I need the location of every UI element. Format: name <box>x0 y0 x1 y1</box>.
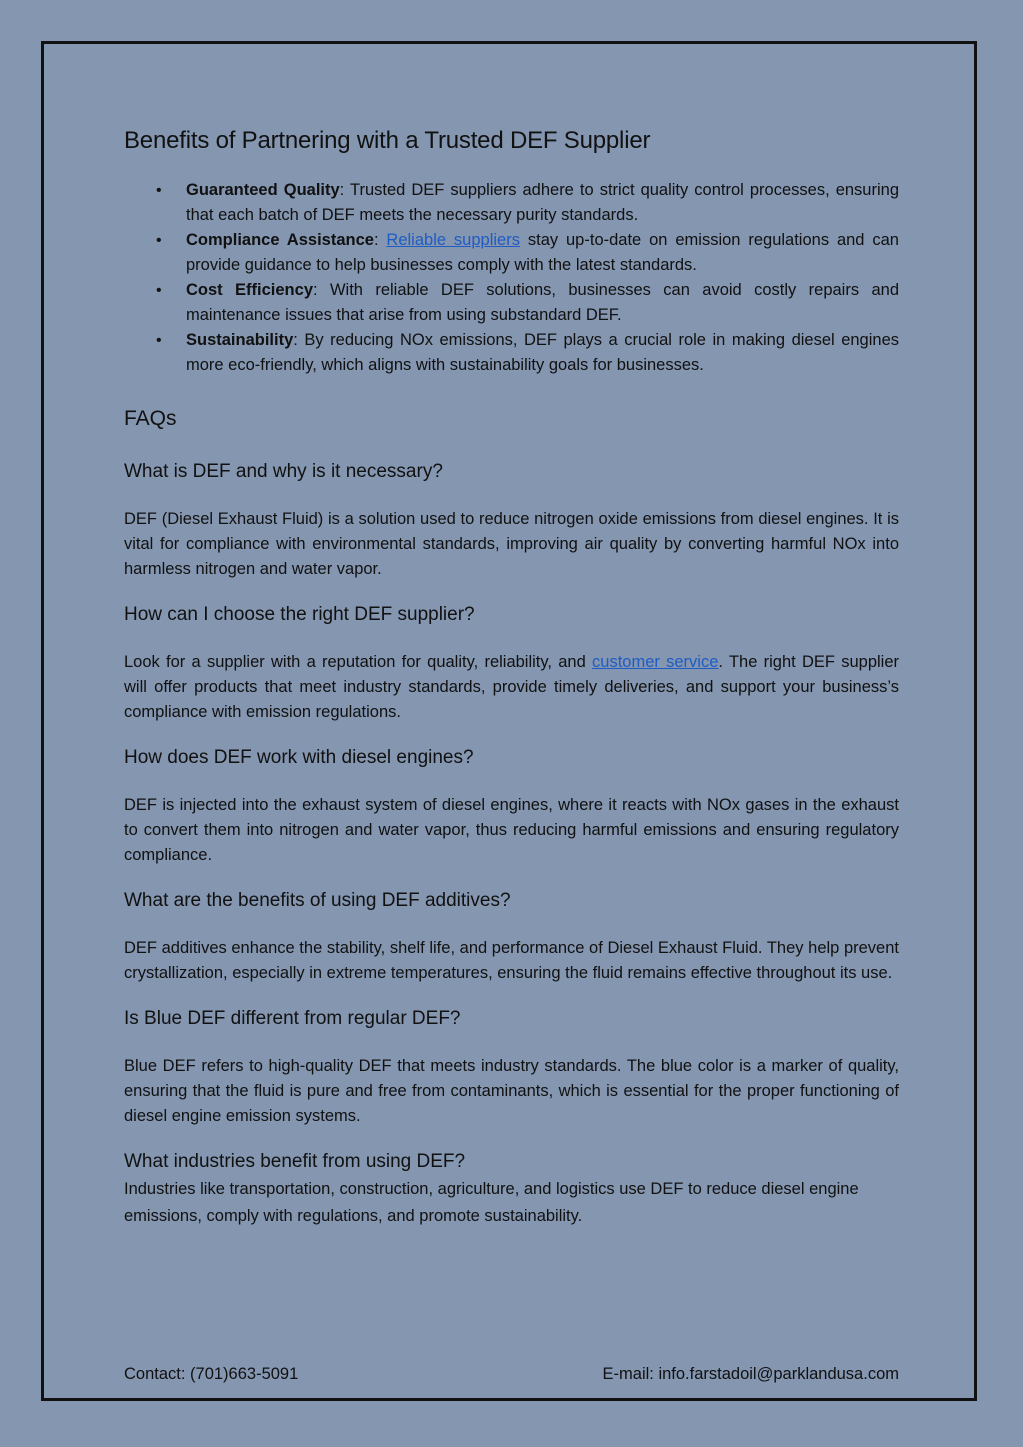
list-item <box>124 328 899 378</box>
faq-answer: Blue DEF refers to high-quality DEF that meets industry standards. The blue color is a marker of quality, ensuring that the fluid is pure and free from contaminants, which is essential for the proper functioning of diesel engine emission systems. <box>124 1057 899 1125</box>
faq-question: Is Blue DEF different from regular DEF? <box>124 1008 461 1029</box>
benefit-text: : By reducing NOx emissions, DEF plays a crucial role in making diesel engines more eco-friendly, which aligns with sustainability goals for businesses. <box>186 331 899 374</box>
benefit-title: Compliance Assistance <box>186 231 374 249</box>
list-item <box>124 228 899 278</box>
benefit-text: stay up-to-date on emission regulations and can provide guidance to help businesses comply with the latest standards. <box>186 231 899 274</box>
faq-answer-prefix: Look for a supplier with a reputation for quality, reliability, and <box>124 653 593 671</box>
list-item <box>124 178 899 228</box>
document-content <box>124 124 899 1230</box>
bullet-icon: • <box>156 182 162 199</box>
contact-phone: Contact: (701)663-5091 <box>124 1365 299 1383</box>
benefit-text-prefix: : <box>373 231 387 249</box>
faq-question: What are the benefits of using DEF additives? <box>124 890 511 911</box>
benefit-title: Sustainability <box>186 331 294 349</box>
benefit-text: : Trusted DEF suppliers adhere to strict quality control processes, ensuring that each batch of DEF meets the necessary purity standards. <box>186 181 899 224</box>
bullet-icon: • <box>156 232 162 249</box>
benefit-title: Cost Efficiency <box>186 281 313 299</box>
reliable-suppliers-link[interactable]: Reliable suppliers <box>386 231 520 249</box>
faq-answer: DEF additives enhance the stability, shelf life, and performance of Diesel Exhaust Fluid. They help prevent crystallization, especially in extreme temperatures, ensuring the fluid remains effective throughout its use. <box>124 939 899 982</box>
faq-answer: DEF is injected into the exhaust system of diesel engines, where it reacts with NOx gases in the exhaust to convert them into nitrogen and water vapor, thus reducing harmful emissions and ensuring regulatory compliance. <box>124 796 899 864</box>
benefits-list <box>124 178 899 378</box>
list-item <box>124 278 899 328</box>
faq-question: How can I choose the right DEF supplier? <box>124 604 475 625</box>
faq-answer-suffix: . The right DEF supplier will offer products that meet industry standards, provide timely deliveries, and support your business’s compliance with emission regulations. <box>124 653 900 721</box>
bullet-icon: • <box>156 332 162 349</box>
faq-answer: DEF (Diesel Exhaust Fluid) is a solution used to reduce nitrogen oxide emissions from diesel engines. It is vital for compliance with environmental standards, improving air quality by converting harmful NOx into harmless nitrogen and water vapor. <box>124 510 899 578</box>
footer <box>124 1362 899 1386</box>
page-title: Benefits of Partnering with a Trusted DEF Supplier <box>124 127 651 154</box>
faq-question: How does DEF work with diesel engines? <box>124 747 474 768</box>
faq-question: What is DEF and why is it necessary? <box>124 461 443 482</box>
faqs-heading: FAQs <box>124 407 177 430</box>
customer-service-link[interactable]: customer service <box>592 653 719 671</box>
faq-answer: Industries like transportation, construction, agriculture, and logistics use DEF to reduce diesel engine emissions, comply with regulations, and promote sustainability. <box>124 1180 859 1225</box>
bullet-icon: • <box>156 282 162 299</box>
benefit-title: Guaranteed Quality <box>186 181 340 199</box>
contact-email: E-mail: info.farstadoil@parklandusa.com <box>602 1365 899 1383</box>
benefit-text: : With reliable DEF solutions, businesses can avoid costly repairs and maintenance issues that arise from using substandard DEF. <box>186 281 899 324</box>
faq-answer <box>124 650 899 725</box>
faq-question: What industries benefit from using DEF? <box>124 1151 466 1172</box>
